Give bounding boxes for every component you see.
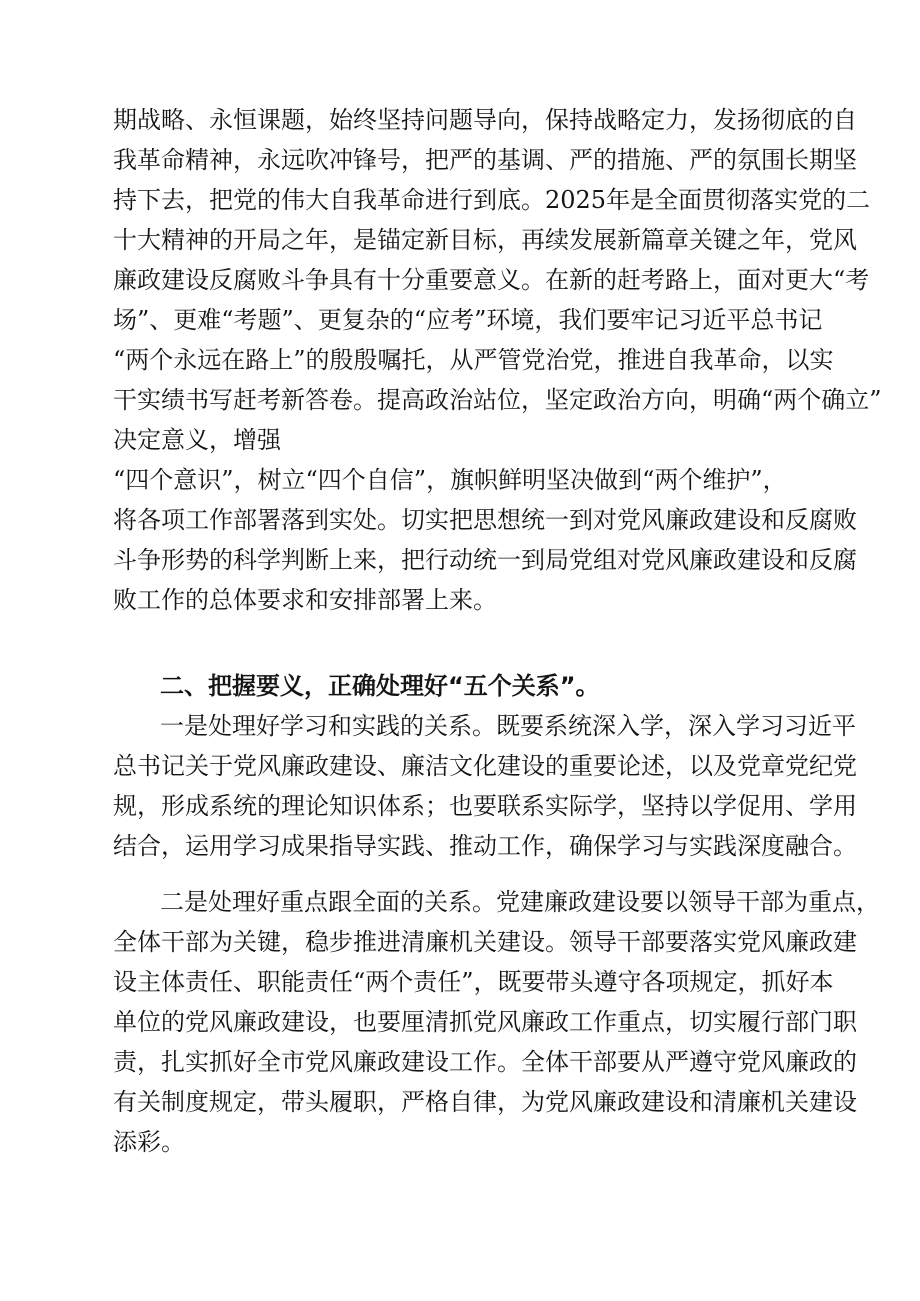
paragraph-1	[113, 100, 882, 620]
text-line: 全体干部为关键，稳步推进清廉机关建设。领导干部要落实党风廉政建	[113, 928, 857, 956]
text-line: 败工作的总体要求和安排部署上来。	[113, 586, 497, 614]
text-line: 添彩。	[113, 1128, 185, 1156]
text-line: 规，形成系统的理论知识体系；也要联系实际学，坚持以学促用、学用	[113, 792, 857, 820]
paragraph-2	[113, 706, 857, 866]
text-line: 干实绩书写赶考新答卷。提高政治站位，坚定政治方向，明确“两个确立”	[113, 386, 882, 414]
text-line: 期战略、永恒课题，始终坚持问题导向，保持战略定力，发扬彻底的自	[113, 106, 857, 134]
text-line: 责，扎实抓好全市党风廉政建设工作。全体干部要从严遵守党风廉政的	[113, 1048, 857, 1076]
text-line: 十大精神的开局之年，是锚定新目标，再续发展新篇章关键之年，党风	[113, 226, 857, 254]
text-line: 持下去，把党的伟大自我革命进行到底。2025年是全面贯彻落实党的二	[113, 186, 871, 214]
text-line: 决定意义，增强	[113, 426, 281, 454]
text-line: “两个永远在路上”的殷殷嘱托，从严管党治党，推进自我革命，以实	[113, 346, 834, 374]
heading-text: 二、把握要义，正确处理好“五个关系”。	[160, 672, 600, 700]
text-line: 廉政建设反腐败斗争具有十分重要意义。在新的赶考路上，面对更大“考	[113, 266, 870, 294]
text-line: 总书记关于党风廉政建设、廉洁文化建设的重要论述，以及党章党纪党	[113, 752, 857, 780]
text-line: 将各项工作部署落到实处。切实把思想统一到对党风廉政建设和反腐败	[113, 506, 857, 534]
section-heading	[160, 666, 900, 706]
text-line: 单位的党风廉政建设，也要厘清抓党风廉政工作重点，切实履行部门职	[113, 1008, 857, 1036]
text-line: 结合，运用学习成果指导实践、推动工作，确保学习与实践深度融合。	[113, 832, 857, 860]
text-line: 一是处理好学习和实践的关系。既要系统深入学，深入学习习近平	[160, 712, 856, 740]
text-line: “四个意识”，树立“四个自信”，旗帜鲜明坚决做到“两个维护”，	[113, 466, 787, 494]
text-line: 设主体责任、职能责任“两个责任”，既要带头遵守各项规定，抓好本	[113, 968, 834, 996]
text-line: 有关制度规定，带头履职，严格自律，为党风廉政建设和清廉机关建设	[113, 1088, 857, 1116]
text-line: 我革命精神，永远吹冲锋号，把严的基调、严的措施、严的氛围长期坚	[113, 146, 857, 174]
paragraph-3	[113, 882, 880, 1162]
text-line: 二是处理好重点跟全面的关系。党建廉政建设要以领导干部为重点，	[160, 888, 880, 916]
text-line: 斗争形势的科学判断上来，把行动统一到局党组对党风廉政建设和反腐	[113, 546, 857, 574]
text-line: 场”、更难“考题”、更复杂的“应考”环境，我们要牢记习近平总书记	[113, 306, 823, 334]
